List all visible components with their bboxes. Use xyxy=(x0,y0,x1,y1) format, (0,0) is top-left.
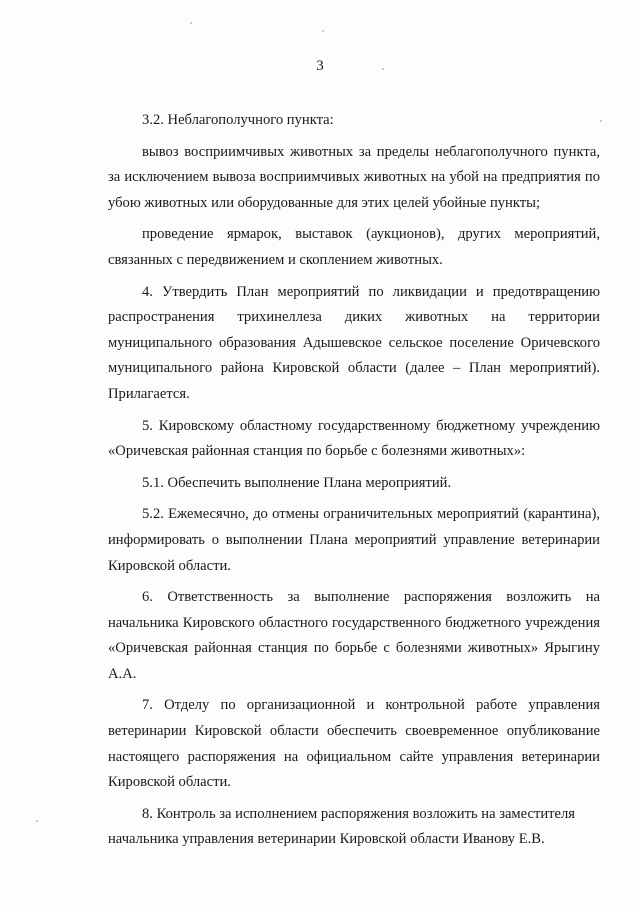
scan-speck xyxy=(600,120,602,122)
paragraph-5-institution: 5. Кировскому областному государственному бюджетному учреждению «Оричевская районная станция по борьбе с болезнями животных»: xyxy=(108,417,600,460)
page-number: 3 xyxy=(316,58,324,74)
paragraph-6-responsibility: 6. Ответственность за выполнение распоряжения возложить на начальника Кировского областного государственного бюджетного учреждения «Оричевская районная станция по борьбе с болезнями животных» Ярыгину А.А. xyxy=(108,589,600,682)
document-body xyxy=(108,108,600,859)
paragraph-7-publication: 7. Отделу по организационной и контрольной работе управления ветеринарии Кировской области обеспечить своевременное опубликование настоящего распоряжения на официальном сайте управления ветеринарии Кировской области. xyxy=(108,697,600,791)
paragraph-8-control: 8. Контроль за исполнением распоряжения возложить на заместителя начальника управления ветеринарии Кировской области Иванову Е.В. xyxy=(108,805,576,848)
paragraph-4-approve-plan: 4. Утвердить План мероприятий по ликвидации и предотвращению распространения трихинеллеза диких животных на территории муниципального образования Адышевское сельское поселение Оричевского муниципального района Кировской области (далее – План мероприятий). Прилагается. xyxy=(108,283,600,402)
paragraph-5-2-monthly-report: 5.2. Ежемесячно, до отмены ограничительных мероприятий (карантина), информировать о выполнении Плана мероприятий управление ветеринарии Кировской области. xyxy=(108,506,600,574)
paragraph-3-2-heading: 3.2. Неблагополучного пункта: xyxy=(142,112,334,128)
scan-speck xyxy=(190,22,192,24)
paragraph-3-2-fairs-ban: проведение ярмарок, выставок (аукционов), других мероприятий, связанных с передвижением и скоплением животных. xyxy=(108,226,600,268)
scan-speck xyxy=(322,30,324,32)
scan-speck xyxy=(36,820,38,822)
paragraph-3-2-export-ban: вывоз восприимчивых животных за пределы неблагополучного пункта, за исключением вывоза восприимчивых животных на убой на предприятия по убою животных или оборудованные для этих целей убойные пункты; xyxy=(108,143,600,211)
paragraph-5-1-execute-plan: 5.1. Обеспечить выполнение Плана мероприятий. xyxy=(142,474,452,491)
